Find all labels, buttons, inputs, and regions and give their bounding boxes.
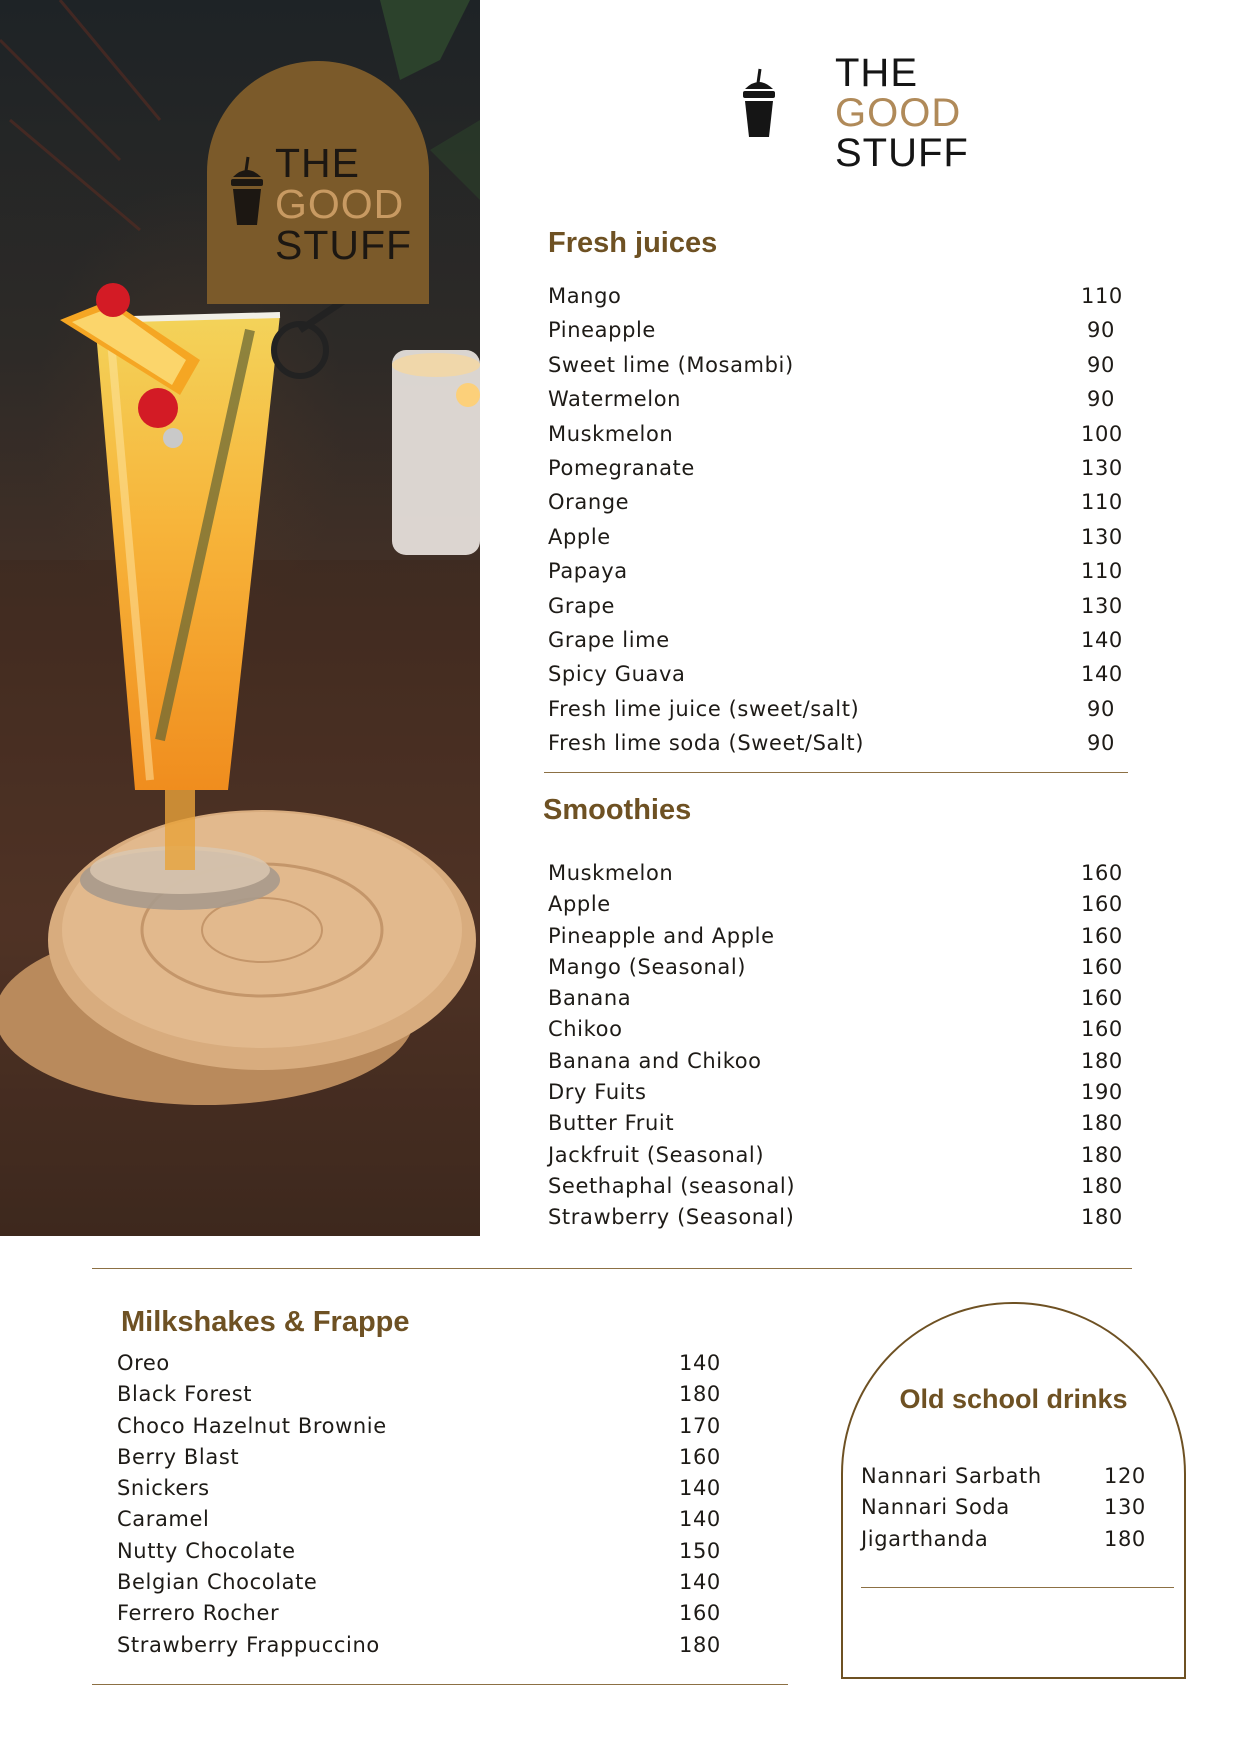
item-name: Belgian Chocolate xyxy=(117,1570,318,1595)
item-name: Black Forest xyxy=(117,1382,253,1407)
item-price: 180 xyxy=(1081,1173,1123,1198)
item-price: 160 xyxy=(679,1601,721,1626)
section-divider xyxy=(861,1587,1174,1588)
item-name: Watermelon xyxy=(548,387,682,412)
menu-item xyxy=(548,657,1123,691)
item-price: 180 xyxy=(1081,1111,1123,1136)
menu-item xyxy=(117,1442,737,1473)
item-price: 90 xyxy=(1087,318,1115,343)
item-name: Muskmelon xyxy=(548,861,674,885)
menu-item xyxy=(117,1348,737,1379)
item-name: Spicy Guava xyxy=(548,662,686,687)
item-name: Nutty Chocolate xyxy=(117,1538,296,1563)
item-name: Butter Fruit xyxy=(548,1111,675,1136)
menu-item xyxy=(548,485,1123,519)
menu-item xyxy=(548,1014,1123,1045)
milkshakes-list xyxy=(117,1348,737,1661)
menu-item xyxy=(117,1411,737,1442)
item-name: Orange xyxy=(548,490,630,515)
item-name: Pineapple xyxy=(548,318,656,343)
brand-word-good: GOOD xyxy=(835,91,962,135)
item-name: Banana and Chikoo xyxy=(548,1048,762,1073)
item-price: 140 xyxy=(1081,662,1123,687)
item-name: Banana xyxy=(548,986,632,1011)
item-price: 160 xyxy=(1081,1017,1123,1042)
menu-item xyxy=(548,520,1123,554)
menu-item xyxy=(548,1140,1123,1171)
brand-word-the: THE xyxy=(275,140,360,186)
menu-item xyxy=(548,554,1123,588)
item-price: 180 xyxy=(1081,1205,1123,1230)
item-price: 160 xyxy=(1081,923,1123,948)
item-name: Ferrero Rocher xyxy=(117,1601,280,1626)
menu-item xyxy=(548,451,1123,485)
item-name: Dry Fuits xyxy=(548,1080,647,1105)
item-name: Sweet lime (Mosambi) xyxy=(548,352,794,377)
section-divider xyxy=(92,1684,788,1685)
item-price: 180 xyxy=(679,1632,721,1657)
cup-with-straw-icon xyxy=(229,155,265,227)
menu-item xyxy=(548,858,1123,889)
item-name: Chikoo xyxy=(548,1017,623,1042)
menu-item xyxy=(548,382,1123,416)
item-name: Jackfruit (Seasonal) xyxy=(548,1142,765,1167)
section-title-smoothies: Smoothies xyxy=(543,794,692,826)
item-name: Caramel xyxy=(117,1507,210,1532)
menu-item xyxy=(548,1046,1123,1077)
menu-item xyxy=(117,1598,737,1629)
menu-item xyxy=(861,1492,1161,1523)
menu-item xyxy=(117,1536,737,1567)
item-name: Papaya xyxy=(548,559,628,584)
item-name: Pineapple and Apple xyxy=(548,923,775,948)
menu-item xyxy=(117,1473,737,1504)
item-price: 90 xyxy=(1087,352,1115,377)
menu-item xyxy=(548,692,1123,726)
menu-item xyxy=(548,279,1123,313)
menu-item xyxy=(548,348,1123,382)
item-price: 160 xyxy=(1081,892,1123,917)
menu-item xyxy=(548,726,1123,760)
item-price: 180 xyxy=(679,1382,721,1407)
item-price: 180 xyxy=(1104,1526,1146,1551)
item-price: 90 xyxy=(1087,696,1115,721)
item-price: 180 xyxy=(1081,1048,1123,1073)
item-price: 110 xyxy=(1081,284,1123,308)
item-price: 150 xyxy=(679,1538,721,1563)
cup-with-straw-icon xyxy=(741,67,777,139)
section-title-old-school: Old school drinks xyxy=(899,1384,1128,1414)
menu-item xyxy=(548,623,1123,657)
item-price: 130 xyxy=(1081,593,1123,618)
item-name: Fresh lime soda (Sweet/Salt) xyxy=(548,731,865,756)
menu-item xyxy=(117,1379,737,1410)
menu-item xyxy=(548,1202,1123,1233)
menu-item xyxy=(117,1630,737,1661)
menu-item xyxy=(548,1171,1123,1202)
menu-item xyxy=(548,1077,1123,1108)
section-title-fresh-juices: Fresh juices xyxy=(548,227,718,259)
item-name: Strawberry Frappuccino xyxy=(117,1632,380,1657)
menu-item xyxy=(548,889,1123,920)
menu-item xyxy=(861,1524,1161,1555)
item-price: 130 xyxy=(1081,455,1123,480)
menu-item xyxy=(117,1504,737,1535)
menu-item xyxy=(117,1567,737,1598)
item-name: Snickers xyxy=(117,1476,210,1501)
menu-item xyxy=(861,1461,1161,1492)
menu-item xyxy=(548,921,1123,952)
brand-badge-wordmark xyxy=(275,140,413,268)
menu-item xyxy=(548,952,1123,983)
smoothies-list xyxy=(548,858,1123,1234)
section-divider xyxy=(92,1268,1132,1269)
item-price: 110 xyxy=(1081,559,1123,584)
brand-word-the: THE xyxy=(835,51,918,95)
item-price: 130 xyxy=(1081,524,1123,549)
menu-item xyxy=(548,313,1123,347)
item-price: 130 xyxy=(1104,1495,1146,1520)
menu-item xyxy=(548,417,1123,451)
item-name: Apple xyxy=(548,892,611,917)
brand-logo xyxy=(787,53,969,173)
item-price: 160 xyxy=(1081,861,1123,885)
item-name: Grape lime xyxy=(548,627,670,652)
item-name: Muskmelon xyxy=(548,421,674,446)
brand-arch-badge xyxy=(207,61,429,304)
item-price: 100 xyxy=(1081,421,1123,446)
item-price: 140 xyxy=(679,1507,721,1532)
item-name: Seethaphal (seasonal) xyxy=(548,1173,796,1198)
item-price: 140 xyxy=(679,1351,721,1375)
item-name: Oreo xyxy=(117,1351,170,1375)
item-name: Nannari Sarbath xyxy=(861,1464,1042,1488)
section-title-milkshakes: Milkshakes & Frappe xyxy=(121,1306,410,1338)
drink-photo xyxy=(0,0,480,1236)
item-name: Mango (Seasonal) xyxy=(548,954,747,979)
menu-item xyxy=(548,589,1123,623)
menu-item xyxy=(548,983,1123,1014)
brand-word-good: GOOD xyxy=(275,181,405,227)
item-price: 160 xyxy=(1081,986,1123,1011)
item-name: Nannari Soda xyxy=(861,1495,1010,1520)
menu-item xyxy=(548,1108,1123,1139)
old-school-list xyxy=(861,1461,1161,1555)
item-price: 120 xyxy=(1104,1464,1146,1488)
item-name: Grape xyxy=(548,593,616,618)
item-name: Jigarthanda xyxy=(861,1526,989,1551)
item-price: 170 xyxy=(679,1413,721,1438)
item-price: 140 xyxy=(679,1476,721,1501)
item-price: 110 xyxy=(1081,490,1123,515)
item-name: Fresh lime juice (sweet/salt) xyxy=(548,696,860,721)
brand-wordmark xyxy=(835,53,969,173)
item-name: Berry Blast xyxy=(117,1444,240,1469)
item-name: Strawberry (Seasonal) xyxy=(548,1205,795,1230)
item-name: Apple xyxy=(548,524,611,549)
item-price: 180 xyxy=(1081,1142,1123,1167)
item-price: 140 xyxy=(679,1570,721,1595)
item-name: Choco Hazelnut Brownie xyxy=(117,1413,387,1438)
old-school-drinks-panel xyxy=(841,1302,1186,1679)
item-price: 190 xyxy=(1081,1080,1123,1105)
item-price: 90 xyxy=(1087,387,1115,412)
item-name: Mango xyxy=(548,284,622,308)
section-divider xyxy=(544,772,1128,773)
item-name: Pomegranate xyxy=(548,455,695,480)
item-price: 140 xyxy=(1081,627,1123,652)
brand-word-stuff: STUFF xyxy=(835,131,969,175)
item-price: 160 xyxy=(679,1444,721,1469)
item-price: 90 xyxy=(1087,731,1115,756)
item-price: 160 xyxy=(1081,954,1123,979)
brand-word-stuff: STUFF xyxy=(275,222,413,268)
fresh-juices-list xyxy=(548,279,1123,760)
